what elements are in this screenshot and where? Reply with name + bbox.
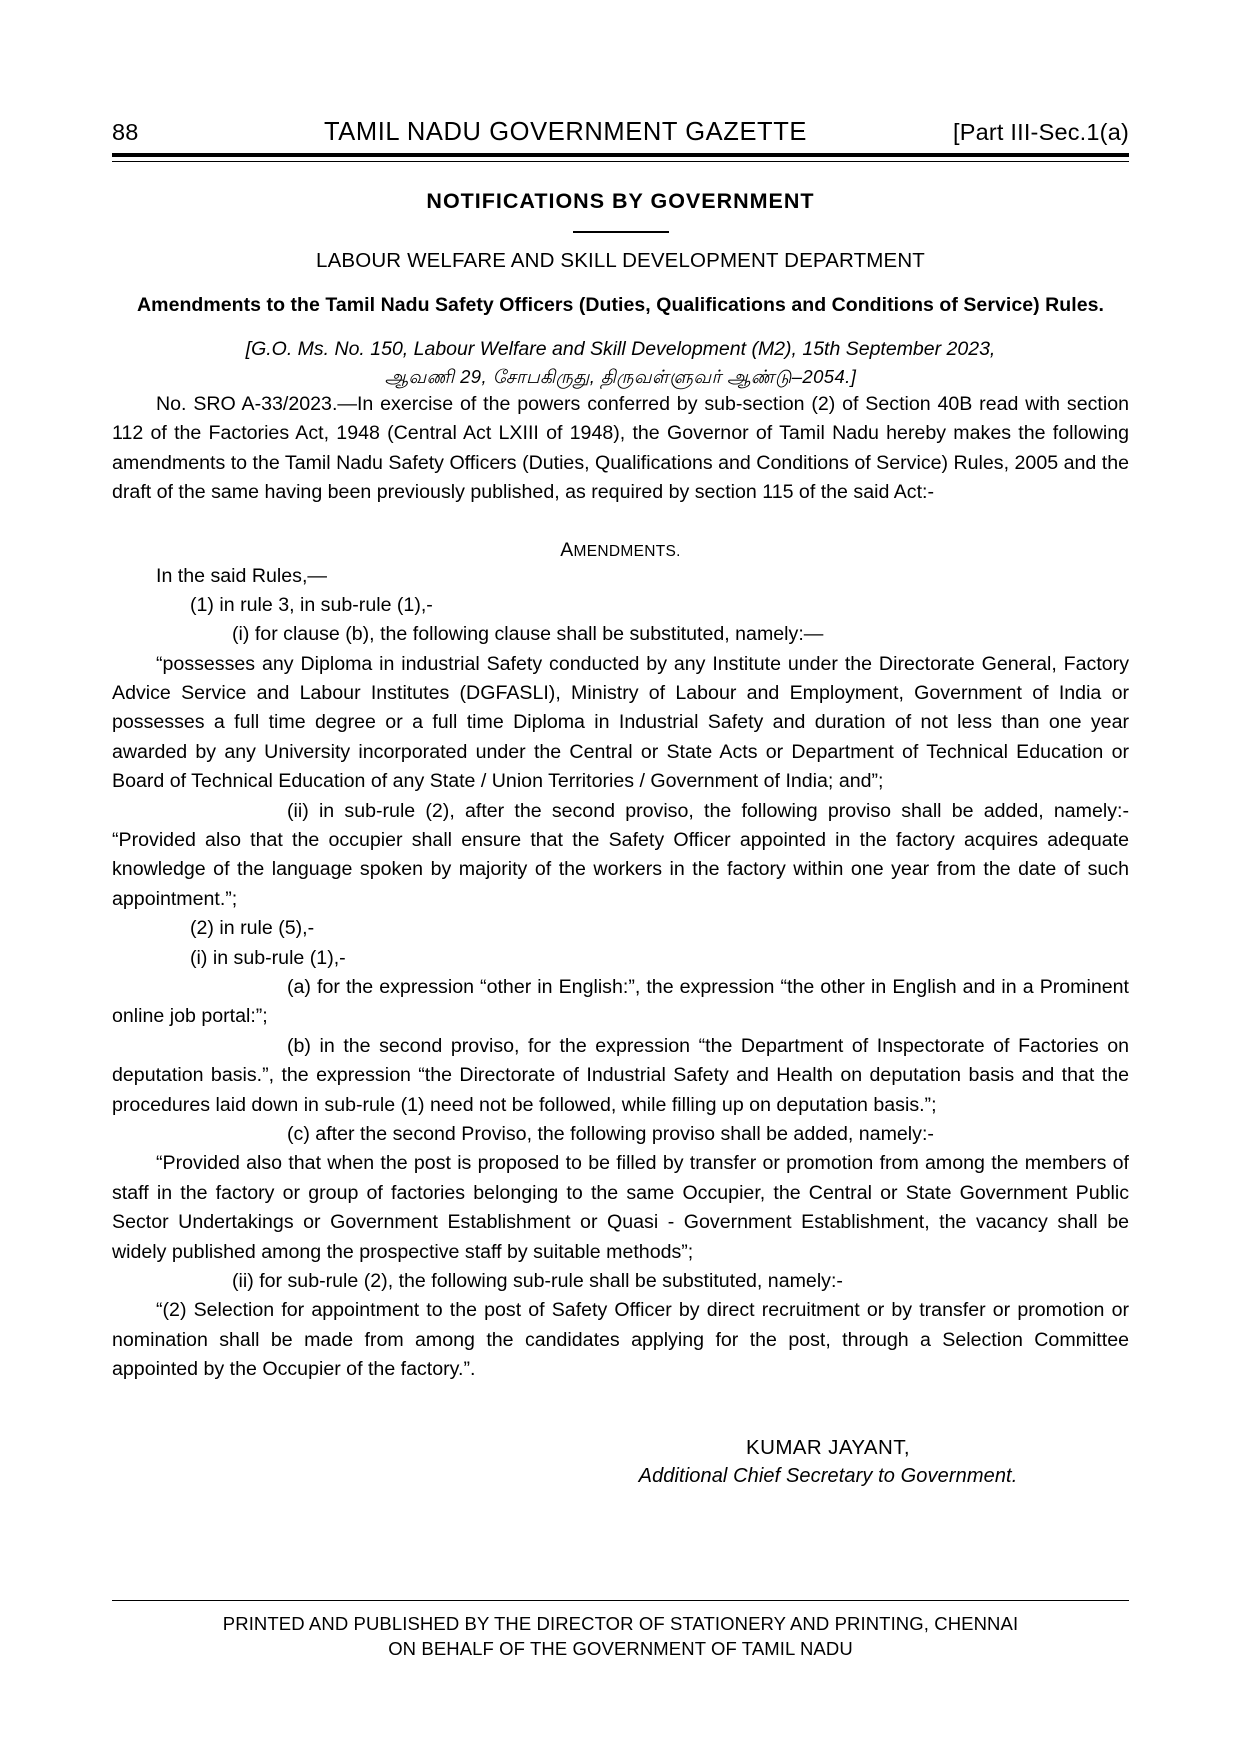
government-order-reference	[112, 336, 1129, 390]
page-content	[112, 0, 1129, 1488]
footer-line-1: PRINTED AND PUBLISHED BY THE DIRECTOR OF STATIONERY AND PRINTING, CHENNAI	[222, 1613, 1019, 1634]
amendments-label-remainder: MENDMENTS.	[573, 542, 681, 560]
footer-line-2: ON BEHALF OF THE GOVERNMENT OF TAMIL NADU	[388, 1637, 853, 1659]
item-2: (2) in rule (5),-	[190, 917, 315, 940]
amendments-label	[112, 539, 1129, 562]
footer-text	[112, 1612, 1129, 1662]
header-divider	[112, 153, 1129, 162]
item-1: (1) in rule 3, in sub-rule (1),-	[190, 593, 433, 616]
footer-divider	[112, 1600, 1129, 1601]
gazette-part: [Part III-Sec.1(a)	[953, 119, 1129, 145]
item-2-i-c: (c) after the second Proviso, the following proviso shall be added, namely:-	[287, 1122, 934, 1145]
amendment-title: Amendments to the Tamil Nadu Safety Officers (Duties, Qualifications and Conditions of Service) Rules.	[137, 294, 1104, 316]
department-name: LABOUR WELFARE AND SKILL DEVELOPMENT DEPARTMENT	[316, 249, 925, 272]
item-2-ii: (ii) for sub-rule (2), the following sub-rule shall be substituted, namely:-	[232, 1269, 843, 1292]
in-the-said-rules: In the said Rules,—	[156, 564, 327, 587]
notifications-heading: NOTIFICATIONS BY GOVERNMENT	[426, 189, 815, 213]
gazette-title: TAMIL NADU GOVERNMENT GAZETTE	[323, 118, 808, 146]
item-2-i-b: (b) in the second proviso, for the expression “the Department of Inspectorate of Factories on deputation basis.”, the expression “the Directorate of Industrial Safety and Health on deputation basis and that the procedures laid down in sub-rule (1) need not be followed, while filling up on deputation basis.”;	[112, 1034, 1129, 1116]
sub-rule-2-replacement-text: “(2) Selection for appointment to the post of Safety Officer by direct recruitment or by transfer or promotion or nomination shall be made from among the candidates applying for the post, through a Selection Committee appointed by the Occupier of the factory.”.	[112, 1299, 1129, 1381]
amendments-label-first-letter: A	[560, 538, 574, 561]
page-number: 88	[112, 119, 139, 145]
item-2-i-a: (a) for the expression “other in English:”, the expression “the other in English and in a Prominent online job portal:”;	[112, 975, 1129, 1028]
proviso-text: “Provided also that when the post is proposed to be filled by transfer or promotion from among the members of staff in the factory or group of factories belonging to the same Occupier, the Central or State Government Public Sector Undertakings or Government Establishment or Quasi - Government Establishment, the vacancy shall be widely published among the prospective staff by suitable methods”;	[112, 1152, 1129, 1263]
page-footer	[112, 1600, 1129, 1662]
item-1-ii: (ii) in sub-rule (2), after the second proviso, the following proviso shall be added, namely:- “Provided also that the occupier shall ensure that the Safety Officer appointed in the factory acquires adequate knowledge of the language spoken by majority of the workers in the factory within one year from the date of such appointment.”;	[112, 799, 1129, 910]
item-1-i: (i) for clause (b), the following clause shall be substituted, namely:—	[232, 623, 824, 646]
clause-b-replacement-text: “possesses any Diploma in industrial Safety conducted by any Institute under the Directorate General, Factory Advice Service and Labour Institutes (DGFASLI), Ministry of Labour and Employment, Government of India or possesses a full time degree or a full time Diploma in Industrial Safety and duration of not less than one year awarded by any University incorporated under the Central or State Acts or Department of Technical Education or Board of Technical Education of any State / Union Territories / Government of India; and”;	[112, 652, 1129, 793]
preamble-paragraph: No. SRO A-33/2023.—In exercise of the powers conferred by sub-section (2) of Section 40B read with section 112 of the Factories Act, 1948 (Central Act LXIII of 1948), the Governor of Tamil Nadu hereby makes the following amendments to the Tamil Nadu Safety Officers (Duties, Qualifications and Conditions of Service) Rules, 2005 and the draft of the same having been previously published, as required by section 115 of the said Act:-	[112, 392, 1129, 504]
signatory-name: KUMAR JAYANT,	[746, 1436, 910, 1460]
signature-block	[112, 1436, 1129, 1488]
heading-underline-rule	[573, 231, 669, 233]
signatory-designation: Additional Chief Secretary to Government.	[638, 1465, 1018, 1488]
running-head	[112, 118, 1129, 147]
go-reference-english: [G.O. Ms. No. 150, Labour Welfare and Skill Development (M2), 15th September 2023,	[245, 338, 996, 360]
go-reference-tamil: ஆவணி 29, சோபகிருது, திருவள்ளுவர் ஆண்டு–2054.]	[384, 365, 857, 387]
item-2-i: (i) in sub-rule (1),-	[190, 946, 346, 969]
